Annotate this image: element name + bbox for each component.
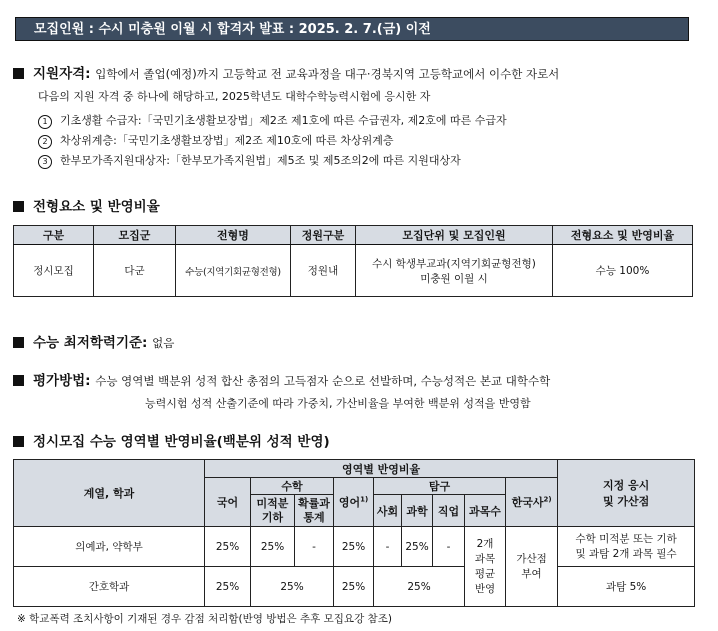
bonus-cell: 과탐 5% — [558, 567, 695, 607]
selection-table — [13, 225, 693, 297]
table-cell: 25% — [374, 567, 465, 607]
unit-line2: 미충원 이월 시 — [420, 272, 488, 285]
history-line: 가산점 — [516, 552, 547, 565]
minimum-title: 수능 최저학력기준: — [33, 335, 148, 351]
admission-banner: 모집인원 : 수시 미충원 이월 시 합격자 발표 : 2025. 2. 7.(금) 이전 — [15, 17, 689, 41]
table-cell: 다군 — [94, 245, 176, 297]
table-cell: 정시모집 — [14, 245, 94, 297]
ratio-table — [13, 459, 695, 607]
subjects-line: 과목 — [474, 552, 496, 565]
history-line: 부여 — [521, 567, 542, 580]
bonus-header — [558, 460, 695, 527]
table-cell: 25% — [334, 527, 374, 567]
circled-number: 1 — [38, 115, 52, 129]
eligibility-heading — [13, 62, 559, 82]
table-row — [14, 527, 695, 567]
dept-cell: 의예과, 약학부 — [14, 527, 205, 567]
table-row — [14, 245, 693, 297]
evaluation-line2: 능력시험 성적 산출기준에 따라 가중치, 가산비율을 부여한 백분위 성적을 반영함 — [145, 397, 531, 410]
subjects-cell — [465, 527, 506, 607]
header-cell: 모집단위 및 모집인원 — [356, 226, 553, 245]
evaluation-line1: 수능 영역별 백분위 성적 합산 총점의 고득점자 순으로 선발하며, 수능성적은 본교 대학수학 — [95, 374, 551, 388]
table-cell: - — [374, 527, 402, 567]
english-footnote-marker: 1) — [360, 495, 369, 504]
footnote: ※ 학교폭력 조치사항이 기재된 경우 감점 처리함(반영 방법은 추후 모집요강 참조) — [17, 613, 392, 625]
table-cell — [356, 245, 553, 297]
english-header-text: 영어 — [338, 496, 361, 509]
bonus-header-line2: 및 가산점 — [602, 495, 650, 508]
korean-header: 국어 — [205, 478, 251, 527]
table-header-row — [14, 460, 695, 478]
evaluation-title: 평가방법: — [33, 373, 91, 389]
social-header: 사회 — [374, 495, 402, 527]
evaluation-heading — [13, 369, 550, 389]
bonus-cell — [558, 527, 695, 567]
math-header: 수학 — [251, 478, 334, 495]
subjects-line: 2개 — [476, 537, 494, 550]
area-header: 영역별 반영비율 — [205, 460, 558, 478]
calc-header-line1: 미적분 — [256, 496, 289, 510]
table-cell: - — [295, 527, 334, 567]
bonus-header-line1: 지정 응시 — [602, 479, 650, 492]
history-header — [506, 478, 558, 527]
table-cell: 25% — [251, 567, 334, 607]
bullet-square-icon — [13, 375, 24, 386]
table-row — [14, 567, 695, 607]
minimum-value: 없음 — [152, 336, 175, 350]
history-cell — [506, 527, 558, 607]
history-footnote-marker: 2) — [543, 495, 552, 504]
bullet-square-icon — [13, 201, 24, 212]
header-cell: 정원구분 — [291, 226, 356, 245]
subjects-line: 평균 — [474, 567, 496, 580]
table-cell: 25% — [205, 567, 251, 607]
table-cell: 25% — [402, 527, 433, 567]
subjects-line: 반영 — [474, 582, 496, 595]
table-cell: 수능 100% — [553, 245, 693, 297]
eligibility-title: 지원자격: — [33, 66, 91, 82]
calc-header-line2: 기하 — [261, 510, 284, 524]
minimum-heading — [13, 331, 174, 351]
selection-heading — [13, 195, 160, 215]
circled-number: 2 — [38, 135, 52, 149]
eligibility-item-3 — [38, 152, 461, 169]
table-cell: 25% — [205, 527, 251, 567]
header-cell: 전형요소 및 반영비율 — [553, 226, 693, 245]
subjects-header: 과목수 — [465, 495, 506, 527]
eligibility-item-text: 한부모가족지원대상자:「한부모가족지원법」제5조 및 제5조의2에 따른 지원대상자 — [60, 154, 461, 167]
table-cell: 25% — [334, 567, 374, 607]
science-header: 과학 — [402, 495, 433, 527]
prob-header-line2: 통계 — [303, 510, 325, 524]
job-header: 직업 — [433, 495, 465, 527]
header-cell: 전형명 — [176, 226, 291, 245]
eligibility-item-2 — [38, 132, 393, 149]
table-header-row — [14, 226, 693, 245]
selection-title: 전형요소 및 반영비율 — [33, 199, 160, 215]
table-cell: 정원내 — [291, 245, 356, 297]
table-cell: 25% — [251, 527, 295, 567]
history-header-text: 한국사 — [511, 496, 544, 509]
calc-header — [251, 495, 295, 527]
header-cell: 모집군 — [94, 226, 176, 245]
eligibility-item-text: 기초생활 수급자:「국민기초생활보장법」제2조 제1호에 따른 수급권자, 제2호에 따른 수급자 — [60, 114, 507, 127]
eligibility-line1: 입학에서 졸업(예정)까지 고등학교 전 교육과정을 대구·경북지역 고등학교에서 이수한 자로서 — [95, 67, 560, 81]
eligibility-item-text: 차상위계층:「국민기초생활보장법」제2조 제10호에 따른 차상위계층 — [60, 134, 394, 147]
bonus-line: 및 과탐 2개 과목 필수 — [575, 547, 677, 560]
bullet-square-icon — [13, 337, 24, 348]
english-header — [334, 478, 374, 527]
unit-line1: 수시 학생부교과(지역기회균형전형) — [372, 257, 536, 270]
inquiry-header: 탐구 — [374, 478, 506, 495]
ratio-title: 정시모집 수능 영역별 반영비율(백분위 성적 반영) — [33, 434, 330, 450]
bonus-line: 수학 미적분 또는 기하 — [575, 532, 677, 545]
prob-header-line1: 확률과 — [298, 496, 330, 510]
table-cell: 수능(지역기회균형전형) — [176, 245, 291, 297]
field-header: 계열, 학과 — [14, 460, 205, 527]
bullet-square-icon — [13, 68, 24, 79]
table-cell: - — [433, 527, 465, 567]
bullet-square-icon — [13, 436, 24, 447]
eligibility-line2: 다음의 지원 자격 중 하나에 해당하고, 2025학년도 대학수학능력시험에 응시한 자 — [38, 90, 431, 103]
dept-cell: 간호학과 — [14, 567, 205, 607]
prob-header — [295, 495, 334, 527]
header-cell: 구분 — [14, 226, 94, 245]
ratio-heading — [13, 430, 330, 450]
circled-number: 3 — [38, 155, 52, 169]
eligibility-item-1 — [38, 112, 507, 129]
